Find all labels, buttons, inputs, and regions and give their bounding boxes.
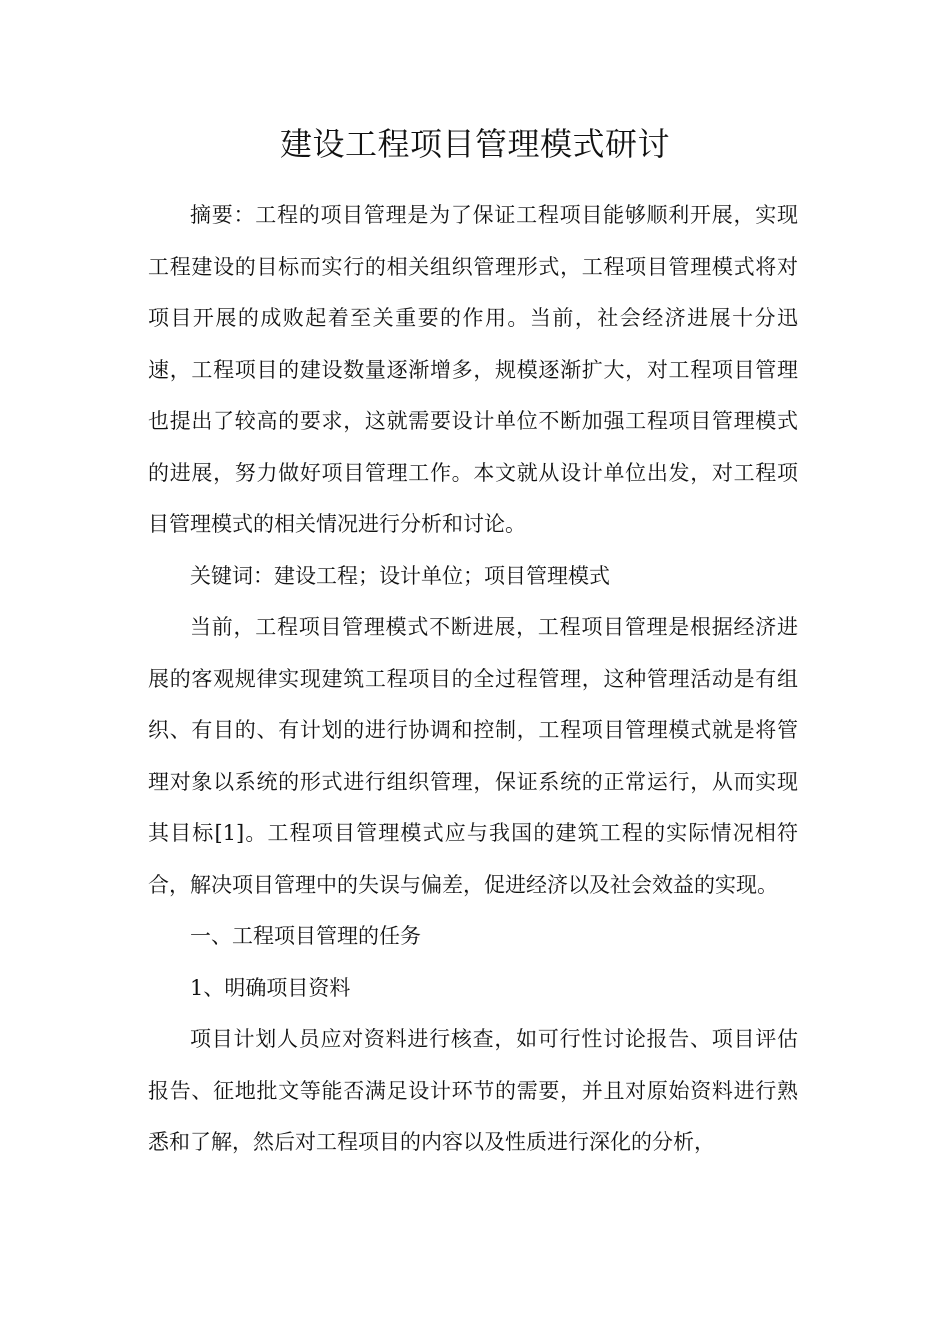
document-body: [148, 190, 798, 1169]
abstract-paragraph: 摘要：工程的项目管理是为了保证工程项目能够顺利开展，实现工程建设的目标而实行的相关组织管理形式，工程项目管理模式将对项目开展的成败起着至关重要的作用。当前，社会经济进展十分迅速，工程项目的建设数量逐渐增多，规模逐渐扩大，对工程项目管理也提出了较高的要求，这就需要设计单位不断加强工程项目管理模式的进展，努力做好项目管理工作。本文就从设计单位出发，对工程项目管理模式的相关情况进行分析和讨论。: [148, 203, 798, 536]
subsection-paragraph: 项目计划人员应对资料进行核查，如可行性讨论报告、项目评估报告、征地批文等能否满足设计环节的需要，并且对原始资料进行熟悉和了解，然后对工程项目的内容以及性质进行深化的分析，: [148, 1027, 798, 1154]
document-title: 建设工程项目管理模式研讨: [279, 125, 670, 163]
intro-paragraph: 当前，工程项目管理模式不断进展，工程项目管理是根据经济进展的客观规律实现建筑工程项目的全过程管理，这种管理活动是有组织、有目的、有计划的进行协调和控制，工程项目管理模式就是将管理对象以系统的形式进行组织管理，保证系统的正常运行，从而实现其目标[1]。工程项目管理模式应与我国的建筑工程的实际情况相符合，解决项目管理中的失误与偏差，促进经济以及社会效益的实现。: [148, 615, 798, 897]
subsection-heading: 1、明确项目资料: [190, 975, 351, 1000]
keywords-paragraph: 关键词：建设工程；设计单位；项目管理模式: [190, 563, 610, 588]
section-heading: 一、工程项目管理的任务: [190, 924, 421, 948]
